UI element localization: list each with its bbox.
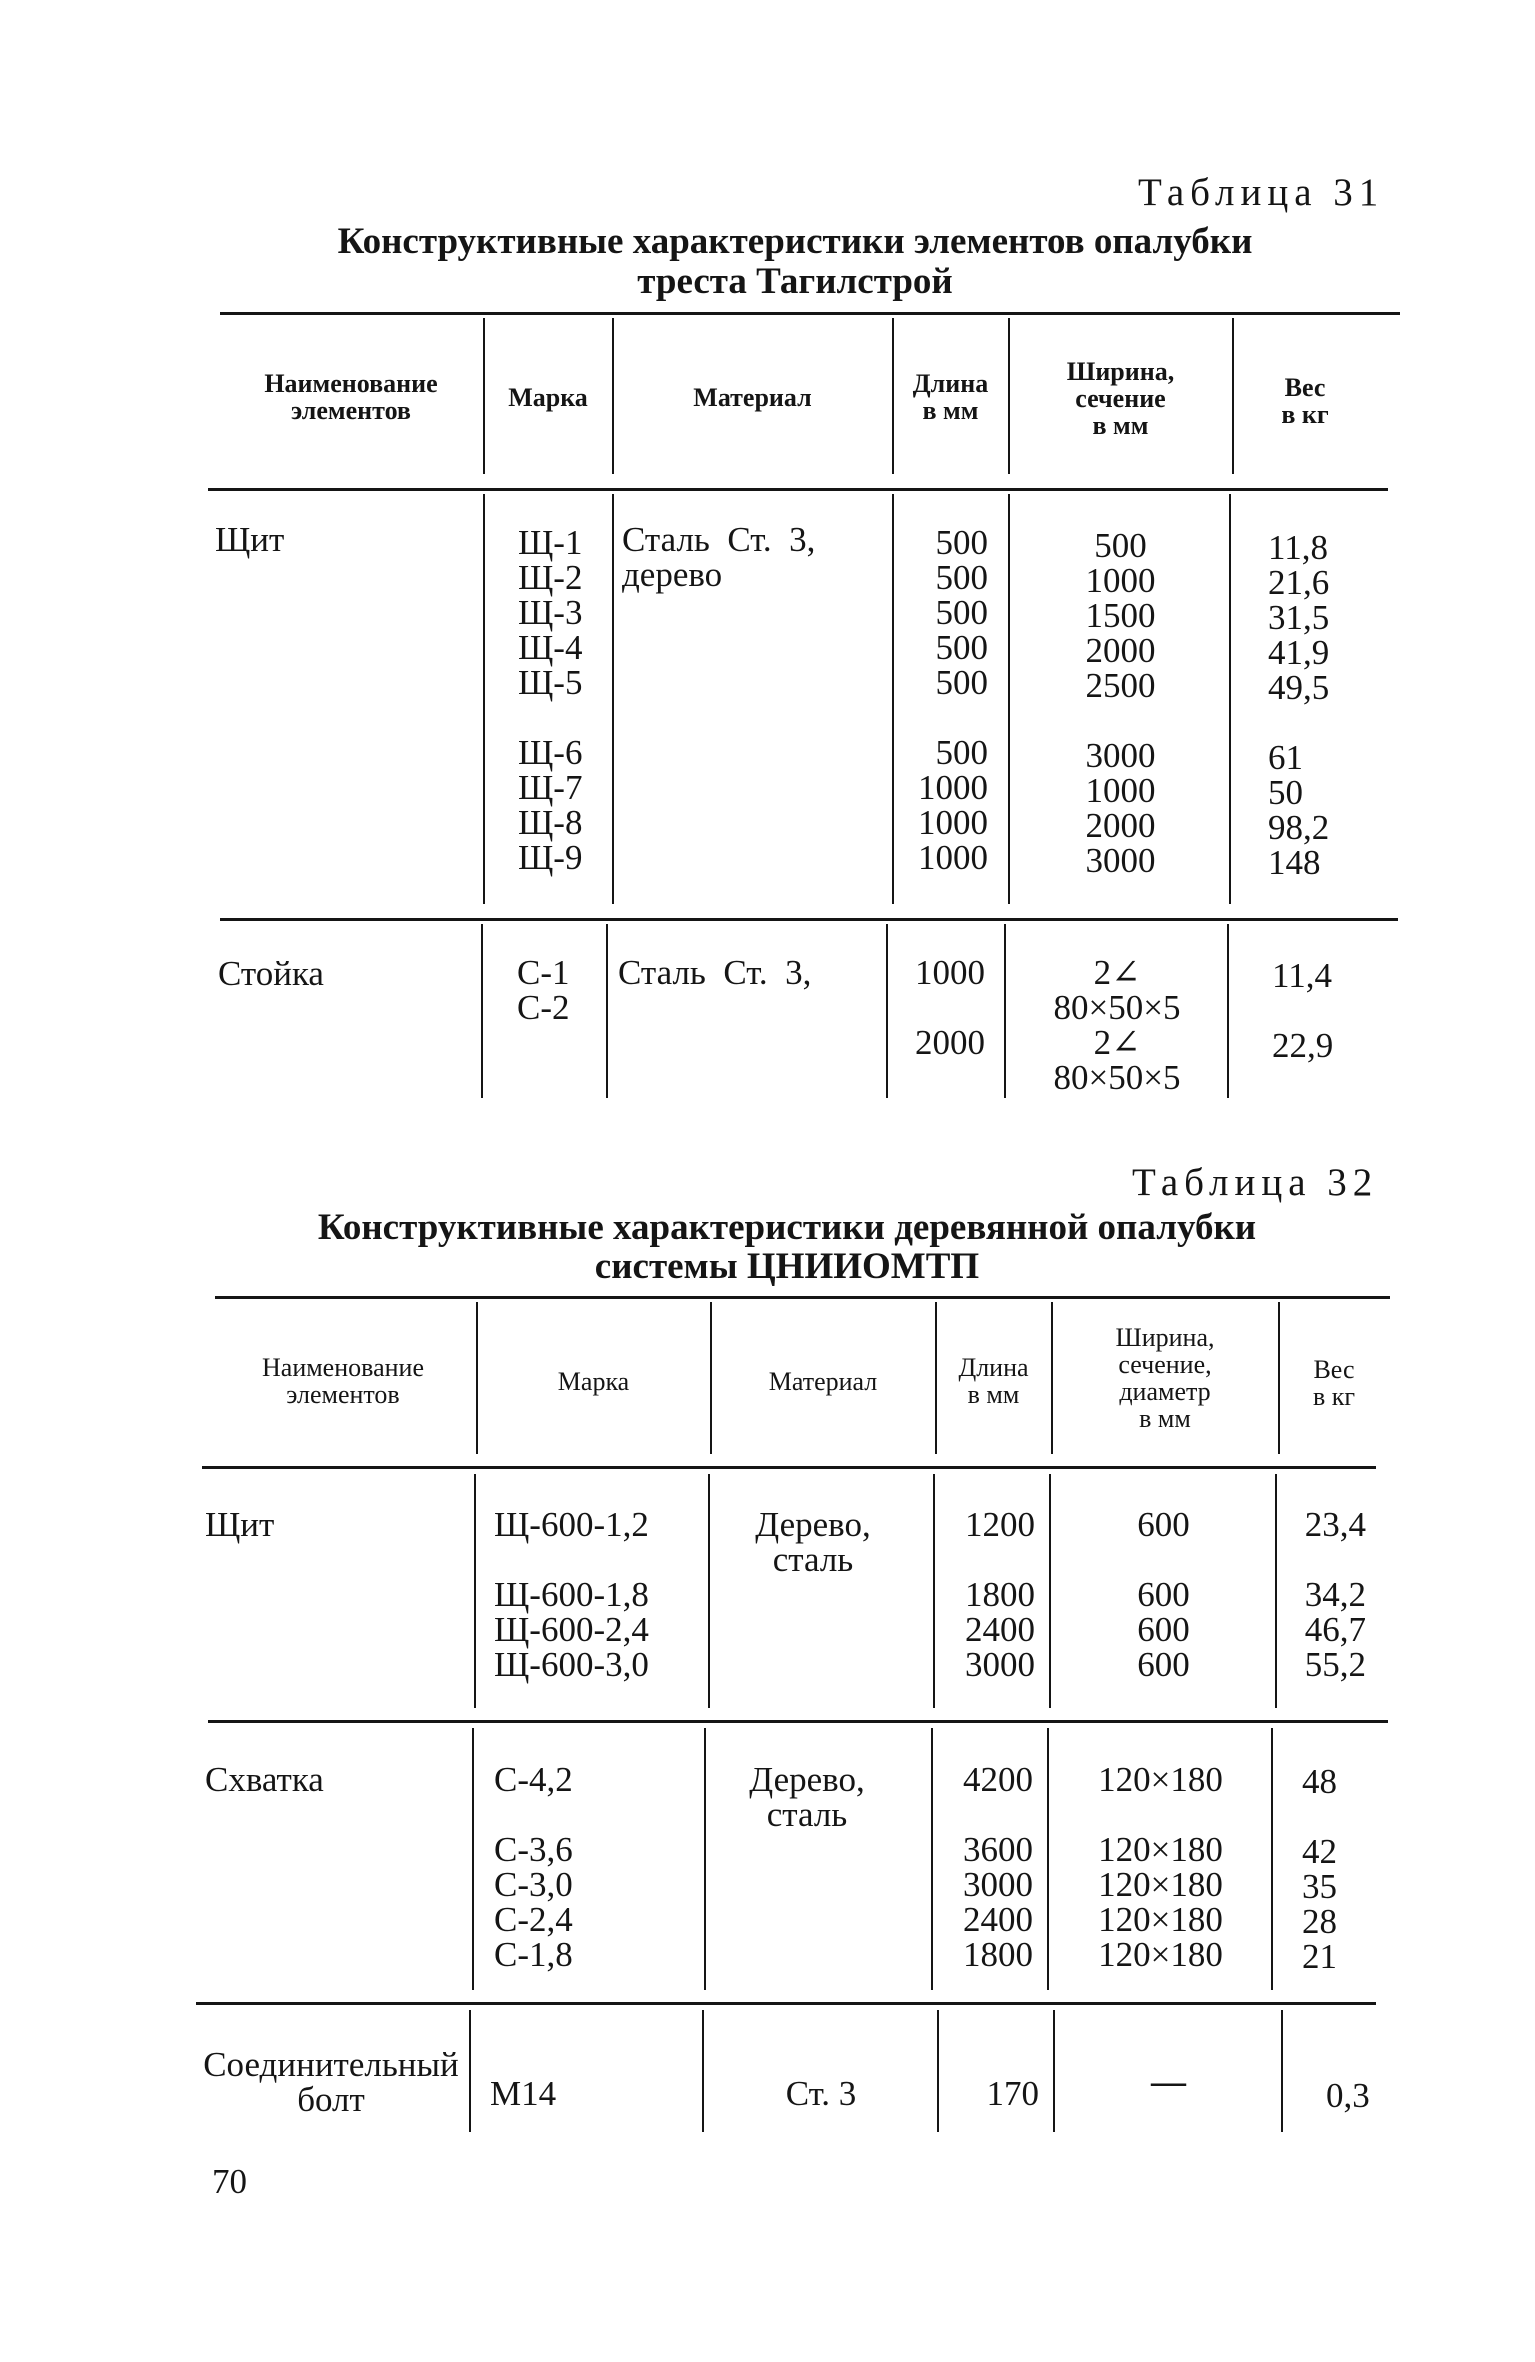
t31-row-name: Щит (215, 520, 285, 559)
t32-row-material: Ст. 3 (785, 2074, 857, 2113)
t32-row-widths: — (1151, 2062, 1186, 2101)
table32-header-rule (202, 1466, 1376, 1469)
table32-group-rule (208, 1720, 1388, 1723)
table32-title-line2: системы ЦНИИОМТП (594, 1246, 980, 1287)
t31-header-length: Длина в мм (912, 369, 989, 425)
t32-header-material: Материал (768, 1367, 878, 1396)
t32-row-name: Щит (205, 1505, 275, 1544)
t32-row-weights: 0,3 (1326, 2076, 1370, 2115)
table31-header-rule (208, 488, 1388, 491)
table32-group-rule (196, 2002, 1376, 2005)
table31-group-rule (220, 918, 1398, 921)
t31-row-weights: 11,8 21,6 31,5 41,9 49,5 61 50 98,2 148 (1268, 528, 1330, 882)
t32-row-marks: С-4,2 С-3,6 С-3,0 С-2,4 С-1,8 (494, 1760, 573, 1974)
t32-row-lengths: 4200 3600 3000 2400 1800 (963, 1760, 1033, 1974)
t31-row-marks: С-1 С-2 (517, 953, 570, 1027)
t31-row-weights: 11,4 22,9 (1272, 956, 1334, 1065)
t32-header-length: Длина в мм (958, 1353, 1029, 1409)
t32-header-weight: Вес в кг (1312, 1355, 1356, 1411)
table31-title-line1: Конструктивные характеристики элементов опалубки (337, 221, 1253, 262)
t32-row-name: Соединительный болт (203, 2045, 459, 2119)
t32-row-material: Дерево, сталь (749, 1760, 865, 1834)
t31-header-name: Наименование элементов (264, 369, 438, 425)
t32-row-lengths: 170 (986, 2074, 1039, 2113)
t31-row-marks: Щ-1 Щ-2 Щ-3 Щ-4 Щ-5 Щ-6 Щ-7 Щ-8 Щ-9 (518, 523, 583, 877)
table32-caption: Таблица 32 (1132, 1161, 1379, 1204)
page-number: 70 (212, 2162, 247, 2201)
t31-row-widths: 2∠ 80×50×5 2∠ 80×50×5 (1053, 953, 1181, 1097)
t32-row-lengths: 1200 1800 2400 3000 (965, 1505, 1035, 1684)
table32-top-rule (215, 1296, 1390, 1299)
t32-header-name: Наименование элементов (262, 1353, 424, 1409)
table32-title-line1: Конструктивные характеристики деревянной опалубки (317, 1207, 1257, 1248)
t31-header-material: Материал (693, 383, 812, 412)
t32-row-weights: 23,4 34,2 46,7 55,2 (1304, 1505, 1366, 1684)
t31-header-width: Ширина, сечение в мм (1066, 357, 1175, 440)
t31-row-name: Стойка (218, 954, 324, 993)
t32-row-marks: Щ-600-1,2 Щ-600-1,8 Щ-600-2,4 Щ-600-3,0 (494, 1505, 649, 1684)
table31-title-line2: треста Тагилстрой (637, 261, 953, 302)
t31-header-weight: Вес в кг (1281, 373, 1329, 429)
t32-row-marks: М14 (490, 2074, 557, 2113)
t32-row-name: Схватка (205, 1760, 324, 1799)
t31-row-material: Сталь Ст. 3, дерево (622, 520, 816, 594)
table31-caption: Таблица 31 (1138, 171, 1385, 214)
t32-header-width: Ширина, сечение, диаметр в мм (1115, 1323, 1215, 1433)
t31-row-lengths: 500 500 500 500 500 500 1000 1000 1000 (918, 523, 988, 877)
t31-row-widths: 500 1000 1500 2000 2500 3000 1000 2000 3000 (1085, 526, 1156, 880)
t32-row-material: Дерево, сталь (755, 1505, 871, 1579)
t32-row-weights: 48 42 35 28 21 (1302, 1762, 1337, 1976)
t31-row-material: Сталь Ст. 3, (618, 953, 812, 992)
t32-row-widths: 600 600 600 600 (1137, 1505, 1190, 1684)
t32-header-mark: Марка (557, 1367, 630, 1396)
t31-row-lengths: 1000 2000 (915, 953, 985, 1062)
t32-row-widths: 120×180 120×180 120×180 120×180 120×180 (1098, 1760, 1223, 1974)
t31-header-mark: Марка (508, 383, 588, 412)
table31-top-rule (220, 312, 1400, 315)
